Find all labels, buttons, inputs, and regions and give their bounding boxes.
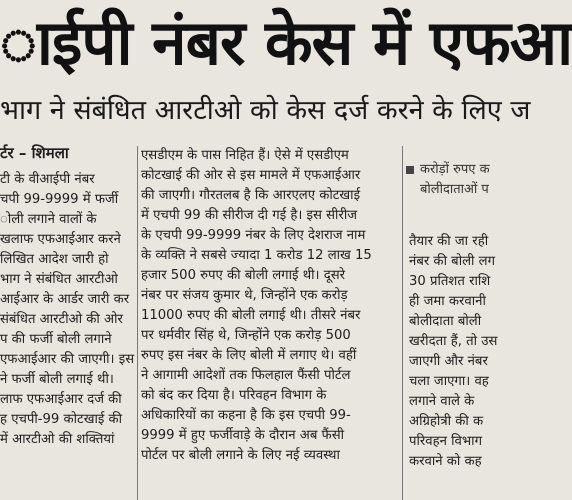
text-line: ने आगामी आदेशों तक फिलहाल फैंसी पोर्टल — [141, 368, 351, 383]
text-line: चला जाएगा। वह — [409, 374, 489, 389]
text-line: में आरटीओ की शक्तियां — [0, 432, 115, 447]
text-line: में एचपी 99 की सीरीज दी गई है। इस सीरीज — [141, 208, 358, 223]
article-column-1 — [0, 170, 134, 500]
text-line: भाग ने संबंधित आरटीओ — [0, 272, 118, 287]
text-line: अग्रिहोत्री की क — [409, 414, 484, 429]
text-line: ह एचपी-99 कोटखाई की — [0, 412, 123, 427]
text-line: एफआईआर की जाएगी। इस — [0, 352, 135, 367]
text-line: 30 प्रतिशत राशि — [409, 274, 491, 289]
text-line: लगाने वाले के — [409, 394, 475, 409]
pull-quote-line: बोलीदाताओं प — [420, 182, 489, 197]
text-line: नंबर पर संजय कुमार थे, जिन्होंने एक करोड़ — [141, 288, 348, 303]
text-line: खरीदता हैं, तो उस — [409, 334, 498, 349]
column-divider — [402, 146, 403, 500]
byline: र्टर – शिमला — [0, 144, 69, 162]
text-line: के व्यक्ति ने सबसे ज्यादा 1 करोड 12 लाख 15 — [141, 248, 372, 263]
column-divider — [137, 146, 138, 500]
text-line: पोर्टल पर बोली लगाने के लिए नई व्यवस्था — [141, 448, 340, 463]
pull-quote-line: करोड़ों रुपए क — [420, 162, 490, 177]
text-line: ही जमा करवानी — [409, 294, 486, 309]
subheadline: भाग ने संबंधित आरटीओ को केस दर्ज करने के लिए ज — [0, 95, 531, 126]
text-line: 9999 में हुए फर्जीवाड़े के दौरान अब फैंसी — [141, 428, 345, 443]
text-line: जाएगी और नंबर — [409, 354, 488, 369]
text-line: 11000 रुपए की बोली लगाई थी। तीसरे नंबर — [141, 308, 361, 323]
headline: ाईपी नंबर केस में एफआ — [0, 6, 572, 79]
text-line: कोटखाई की ओर से इस मामले में एफआईआर — [141, 168, 361, 183]
text-line: खलाफ एफआईआर करने — [0, 232, 121, 247]
text-line: करवाने को कह — [409, 454, 482, 469]
text-line: बोलीदाता बोली — [409, 314, 482, 329]
text-line: टी के वीआईपी नंबर — [0, 172, 95, 187]
text-line: संबंधित आरटीओ की ओर — [0, 312, 123, 327]
text-line: पर धर्मवीर सिंह थे, जिन्होंने एक करोड़ 500 — [141, 328, 351, 343]
pull-quote — [406, 160, 500, 220]
text-line: लिखित आदेश जारी हो — [0, 252, 109, 267]
article-column-3 — [409, 232, 500, 500]
text-line: अधिकारियों का कहना है कि इस एचपी 99- — [141, 408, 351, 423]
text-line: ने फर्जी बोली लगाई थी। — [0, 372, 114, 387]
text-line: परिवहन विभाग — [409, 434, 483, 449]
text-line: के एचपी 99-9999 नंबर के लिए देशराज नाम — [141, 228, 366, 243]
text-line: चपी 99-9999 में फर्जी — [0, 192, 119, 207]
text-line: की जाएगी। गौरतलब है कि आरएलए कोटखाई — [141, 188, 361, 203]
text-line: प की फर्जी बोली लगाने — [0, 332, 112, 347]
text-line: आईआर के आर्डर जारी कर — [0, 292, 130, 307]
text-line: को बंद कर दिया है। परिवहन विभाग के — [141, 388, 327, 403]
square-bullet-icon — [406, 166, 414, 174]
article-column-2 — [141, 146, 397, 500]
text-line: ोली लगाने वालों के — [0, 212, 97, 227]
text-line: तैयार की जा रही — [409, 234, 489, 249]
text-line: रुपए इस नंबर के लिए बोली में लगाए थे। वहीं — [141, 348, 357, 363]
text-line: एसडीएम के पास निहित हैं। ऐसे में एसडीएम — [141, 148, 349, 163]
text-line: नंबर की बोली लग — [409, 254, 496, 269]
text-line: लाफ एफआईआर दर्ज की — [0, 392, 122, 407]
text-line: हजार 500 रुपए की बोली लगाई थी। दूसरे — [141, 268, 346, 283]
